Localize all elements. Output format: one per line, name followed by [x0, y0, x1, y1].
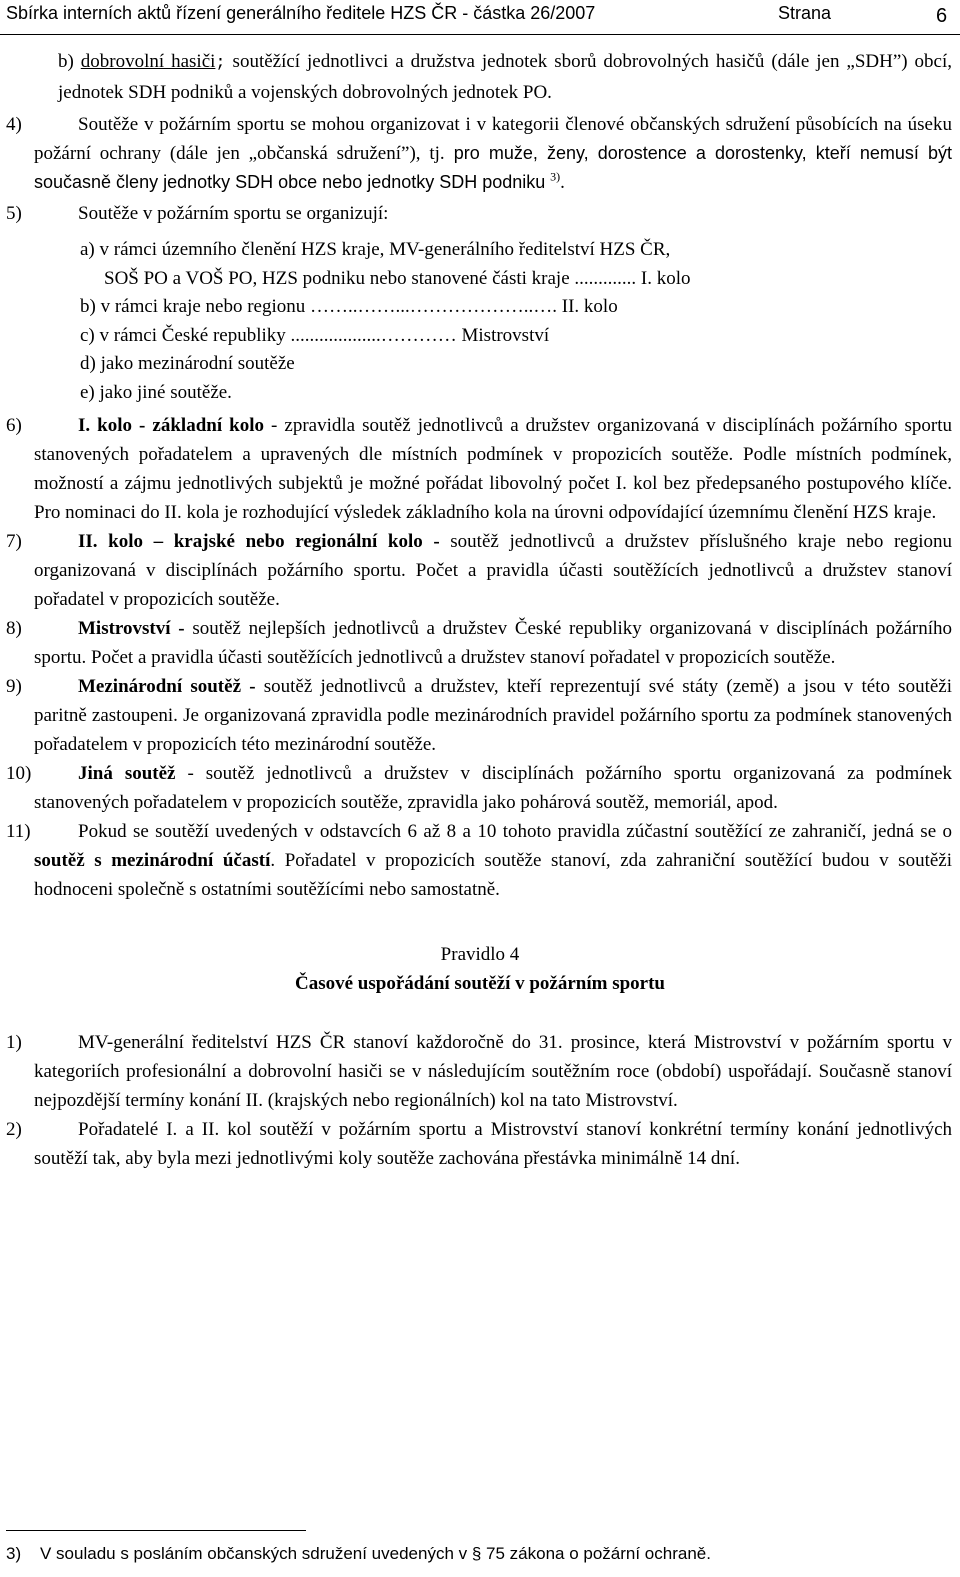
paragraph-9: [0, 672, 960, 759]
paragraph-9-term: Mezinárodní soutěž -: [78, 676, 256, 697]
rule4-paragraph-1: [0, 1028, 960, 1115]
list-item: a) v rámci územního členění HZS kraje, MV-generálního ředitelství HZS ČR,: [80, 239, 671, 260]
paragraph-8-text: soutěž nejlepších jednotlivců a družstev České republiky organizovaná v disciplínách požárního sportu. Počet a pravidla účasti soutěžících jednotlivců a družstev stanoví pořadatel v propozicích soutěže.: [34, 618, 952, 668]
list-item: b) v rámci kraje nebo regionu ……..……...………………..…. II. kolo: [80, 296, 618, 317]
footnote-number: 3): [6, 1544, 22, 1563]
paragraph-11-text2: . Pořadatel v propozicích soutěže stanoví, zda zahraniční soutěžící budou v soutěži hodnoceni společně s ostatními soutěžícími nebo samostatně.: [34, 850, 953, 900]
paragraph-9-text: soutěž jednotlivců a družstev, kteří reprezentují své státy (země) a jsou v této soutěži paritně zastoupeni. Je organizovaná zpravidla podle mezinárodních pravidel požárního sportu za podmínek stanovených pořadatelem v propozicích této mezinárodní soutěže.: [34, 676, 952, 755]
page-number: 6: [936, 5, 948, 27]
page-header: [0, 0, 960, 35]
paragraph-5: [0, 199, 960, 407]
footnote-divider: [6, 1530, 306, 1531]
paragraph-11-number: 11): [6, 821, 31, 842]
list-item: c) v rámci České republiky ...................………… Mistrovství: [80, 324, 550, 346]
paragraph-7-number: 7): [6, 531, 22, 552]
paragraph-4: [0, 110, 960, 197]
paragraph-6-term: I. kolo - základní kolo: [78, 415, 264, 436]
paragraph-10-text: - soutěž jednotlivců a družstev v disciplínách požárního sportu organizovaná za podmínek stanovených pořadatelem v propozicích soutěže, zpravidla jako pohárová soutěž, memoriál, apod.: [34, 763, 953, 813]
rule-number: Pravidlo 4: [440, 944, 520, 965]
footnote: [6, 1544, 711, 1564]
list-item: d) jako mezinárodní soutěže: [80, 353, 295, 374]
rule4-paragraph-1-number: 1): [6, 1032, 22, 1053]
document-body: [0, 47, 960, 1173]
paragraph-5-text: Soutěže v požárním sportu se organizují:: [78, 203, 389, 224]
paragraph-10: [0, 759, 960, 817]
paragraph-11-term: soutěž s mezinárodní účastí: [34, 850, 271, 871]
paragraph-11: [0, 817, 960, 904]
paragraph-8-number: 8): [6, 618, 22, 639]
rule4-paragraph-2-text: Pořadatelé I. a II. kol soutěží v požárním sportu a Mistrovství stanoví konkrétní termíny konání jednotlivých soutěží tak, aby byla mezi jednotlivými koly soutěže zachována přestávka minimálně 14 dní.: [34, 1119, 952, 1169]
paragraph-b-separator: ;: [215, 54, 226, 73]
section-heading: [0, 940, 960, 998]
footnote-ref[interactable]: 3): [550, 169, 561, 184]
rule-title: Časové uspořádání soutěží v požárním sportu: [295, 973, 665, 994]
paragraph-b-term: dobrovolní hasiči: [80, 51, 216, 72]
rule4-paragraph-2-number: 2): [6, 1119, 22, 1140]
paragraph-4-text1: Soutěže v požárním sportu se mohou organizovat i v kategorii členové občanských sdružení působících na úseku požární ochrany (dále jen „občanská sdružení”), tj.: [34, 114, 952, 164]
paragraph-9-number: 9): [6, 676, 22, 697]
paragraph-7-text: soutěž jednotlivců a družstev příslušného kraje nebo regionu organizovaná v disciplínách požárního sportu. Počet a pravidla účasti soutěžících jednotlivců a družstev stanoví pořadatel v propozicích soutěže.: [34, 531, 952, 610]
paragraph-6-text: - zpravidla soutěž jednotlivců a družstev organizovaná v disciplínách požárního sportu stanovených pořadatelem a upravených dle místních podmínek v propozicích soutěže. Podle místních podmínek, možností a zájmu jednotlivých subjektů je možné pořádat libovolný počet I. kol bez předepsaného postupového klíče. Pro nominaci do II. kola je rozhodující výsledek základního kola na úrovni odpovídající územnímu členění HZS kraje.: [34, 415, 952, 523]
paragraph-6: [0, 411, 960, 527]
paragraph-6-number: 6): [6, 415, 22, 436]
list-item: e) jako jiné soutěže.: [80, 381, 232, 403]
header-strana-label: Strana: [778, 3, 832, 23]
paragraph-5-number: 5): [6, 203, 22, 224]
paragraph-b-label: b): [58, 51, 74, 72]
paragraph-7-term: II. kolo – krajské nebo regionální kolo -: [78, 531, 440, 552]
paragraph-8-term: Mistrovství -: [78, 618, 185, 639]
header-title: Sbírka interních aktů řízení generálního ředitele HZS ČR - částka 26/2007: [6, 3, 596, 23]
rule4-paragraph-1-text: MV-generální ředitelství HZS ČR stanoví každoročně do 31. prosince, která Mistrovství v požárním sportu v kategoriích profesionální a dobrovolní hasiči se v následujícím soutěžním roce (období) uspořádají. Současně stanoví nejpozdější termíny konání II. (krajských nebo regionálních) kol na tato Mistrovství.: [34, 1032, 952, 1111]
paragraph-8: [0, 614, 960, 672]
paragraph-b: [0, 47, 960, 107]
competition-levels-list: [80, 236, 960, 407]
list-item: SOŠ PO a VOŠ PO, HZS podniku nebo stanovené části kraje ............. I. kolo: [104, 267, 691, 289]
paragraph-11-text1: Pokud se soutěží uvedených v odstavcích 6 až 8 a 10 tohoto pravidla zúčastní soutěžící ze zahraničí, jedná se o: [78, 821, 952, 842]
rule4-paragraph-2: [0, 1115, 960, 1173]
paragraph-b-text: soutěžící jednotlivci a družstva jednotek sborů dobrovolných hasičů (dále jen „SDH”) obcí, jednotek SDH podniků a vojenských dobrovolných jednotek PO.: [58, 51, 952, 103]
paragraph-10-term: Jiná soutěž: [78, 763, 176, 784]
paragraph-4-text2: pro muže, ženy, dorostence a dorostenky, kteří nemusí být současně členy jednotky SDH obce nebo jednotky SDH podniku: [34, 143, 952, 192]
footnote-text: V souladu s posláním občanských sdružení uvedených v § 75 zákona o požární ochraně.: [40, 1544, 711, 1563]
paragraph-4-number: 4): [6, 114, 22, 135]
paragraph-10-number: 10): [6, 763, 32, 784]
paragraph-7: [0, 527, 960, 614]
paragraph-4-end: .: [560, 172, 565, 193]
